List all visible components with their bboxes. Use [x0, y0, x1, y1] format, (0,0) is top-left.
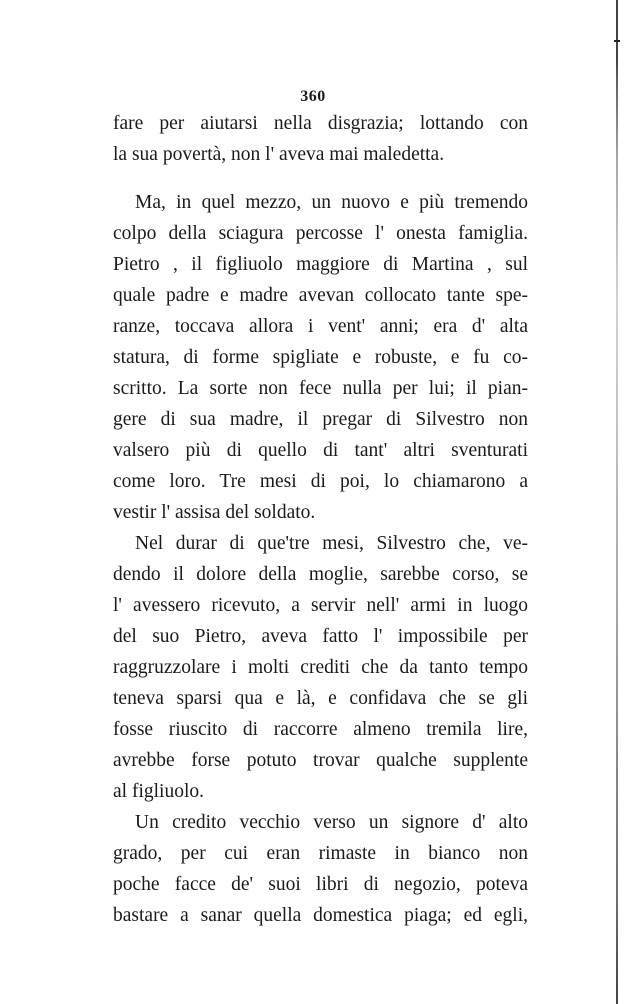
- text-line: teneva sparsi qua e là, e confidava che se gli: [113, 688, 528, 709]
- text-line: bastare a sanar quella domestica piaga; ed egli,: [113, 905, 528, 926]
- text-line: scritto. La sorte non fece nulla per lui; il pian-: [113, 378, 528, 399]
- text-line: vestir l' assisa del soldato.: [113, 502, 316, 523]
- page-edge-mark: [614, 40, 620, 42]
- text-line: colpo della sciagura percosse l' onesta famiglia.: [113, 223, 528, 244]
- paragraph-4: [113, 807, 528, 931]
- text-line: come loro. Tre mesi di poi, lo chiamarono a: [113, 471, 528, 492]
- paragraph-1: [113, 108, 528, 170]
- text-line: quale padre e madre avevan collocato tante spe-: [113, 285, 528, 306]
- text-line: Pietro , il figliuolo maggiore di Martina , sul: [113, 254, 528, 275]
- text-line: Nel durar di que'tre mesi, Silvestro che, ve-: [135, 533, 528, 554]
- text-line: al figliuolo.: [113, 781, 204, 802]
- text-line: dendo il dolore della moglie, sarebbe corso, se: [113, 564, 528, 585]
- page-number: 360: [300, 88, 326, 105]
- text-line: del suo Pietro, aveva fatto l' impossibile per: [113, 626, 528, 647]
- text-line: statura, di forme spigliate e robuste, e fu co-: [113, 347, 528, 368]
- text-line: fosse riuscito di raccorre almeno tremila lire,: [113, 719, 528, 740]
- text-line: ranze, toccava allora i vent' anni; era d' alta: [113, 316, 528, 337]
- text-line: raggruzzolare i molti crediti che da tanto tempo: [113, 657, 528, 678]
- paragraph-2: [113, 187, 528, 528]
- paragraph-3: [113, 528, 528, 807]
- text-line: poche facce de' suoi libri di negozio, poteva: [113, 874, 528, 895]
- text-line: l' avessero ricevuto, a servir nell' armi in luogo: [113, 595, 528, 616]
- text-line: Un credito vecchio verso un signore d' alto: [135, 812, 528, 833]
- paragraph-gap: [113, 170, 528, 187]
- text-line: avrebbe forse potuto trovar qualche supplente: [113, 750, 528, 771]
- text-line: grado, per cui eran rimaste in bianco non: [113, 843, 528, 864]
- text-line: valsero più di quello di tant' altri sventurati: [113, 440, 528, 461]
- text-line: fare per aiutarsi nella disgrazia; lottando con: [113, 113, 528, 134]
- text-line: gere di sua madre, il pregar di Silvestro non: [113, 409, 528, 430]
- body-text: [113, 108, 528, 931]
- text-line: Ma, in quel mezzo, un nuovo e più tremendo: [135, 192, 528, 213]
- text-line: la sua povertà, non l' aveva mai maledetta.: [113, 144, 445, 165]
- page-edge-shadow: [616, 0, 618, 1004]
